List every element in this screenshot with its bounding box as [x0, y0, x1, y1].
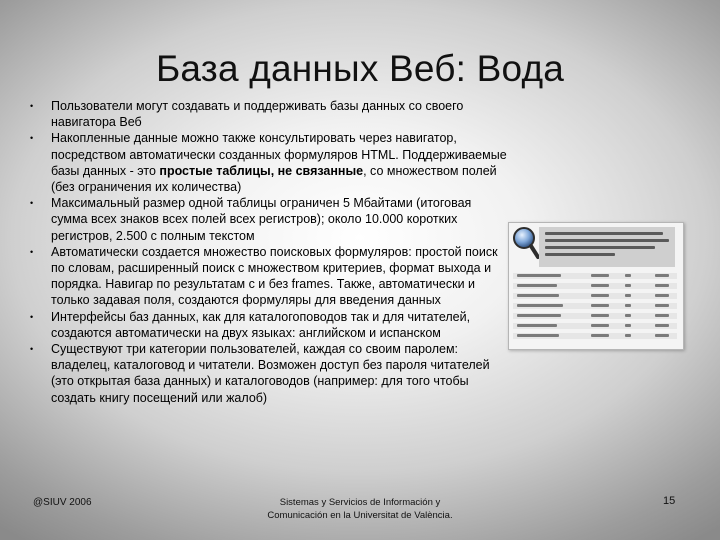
bullet-dot: • [30, 246, 34, 257]
bullet-text: Максимальный размер одной таблицы ограничен 5 Мбайтами (итоговая сумма всех знаков всех полей всех регистров); около 10.000 коротких регистров, 2.500 с полным текстом [51, 196, 472, 243]
page-number: 15 [663, 495, 676, 507]
bullet-text: Интерфейсы баз данных, как для каталогоповодов так и для читателей, создаются автоматически на двух языках: английском и испанском [51, 309, 471, 340]
footer-institution-line2: Comunicación en la Universitat de València. [267, 510, 453, 521]
bullet-dot: • [30, 101, 34, 111]
footer-institution [230, 496, 490, 522]
footer-copyright: @SIUV 2006 [33, 497, 92, 508]
bullet-item [30, 130, 510, 195]
bullet-list [30, 98, 510, 406]
slide-title: База данных Веб: Вода [155, 48, 565, 89]
bullet-dot: • [30, 344, 34, 355]
table-row [513, 323, 677, 329]
bullet-text: Пользователи могут создавать и поддерживать базы данных со своего навигатора Веб [51, 99, 464, 130]
bullet-dot: • [30, 133, 34, 144]
bullet-item [30, 195, 510, 244]
bullet-text: Существуют три категории пользователей, каждая со своим паролем: владелец, каталоговод и читатели. Возможен доступ без пароля читателей (это открытая база данных) и каталоговодов (например: для того чтобы создать книгу посещений или жалоб) [51, 342, 490, 405]
database-table-screenshot [508, 222, 684, 350]
table-row [513, 293, 677, 299]
table-row [513, 273, 677, 279]
bullet-dot: • [30, 198, 34, 209]
bullet-item [30, 309, 510, 341]
table-header-block [539, 227, 675, 267]
bullet-text-after: , со множеством полей (без ограничения их количества) [51, 163, 497, 195]
table-row [513, 303, 677, 309]
magnifier-icon [511, 225, 541, 261]
table-row [513, 283, 677, 289]
bullet-item [30, 341, 510, 406]
bullet-text: Автоматически создается множество поисковых формуляров: простой поиск по словам, расширенный поиск с множеством критериев, формат выхода и порядка. Навигар по результатам с и без frames. Также, автоматически и только задавая поля, создаются формуляры для введения данных [51, 244, 498, 308]
bullet-item [30, 244, 510, 309]
table-row [513, 313, 677, 319]
bullet-item [30, 98, 510, 130]
bullet-text: Накопленные данные можно также консультировать через навигатор, посредством автоматически созданных формуляров HTML. Поддерживаемые базы данных - это [51, 131, 507, 178]
bullet-dot: • [30, 311, 34, 322]
footer-institution-line1: Sistemas y Servicios de Información y [279, 497, 441, 508]
table-row [513, 333, 677, 339]
bullet-strong-text: простые таблицы, не связанные [159, 163, 364, 178]
